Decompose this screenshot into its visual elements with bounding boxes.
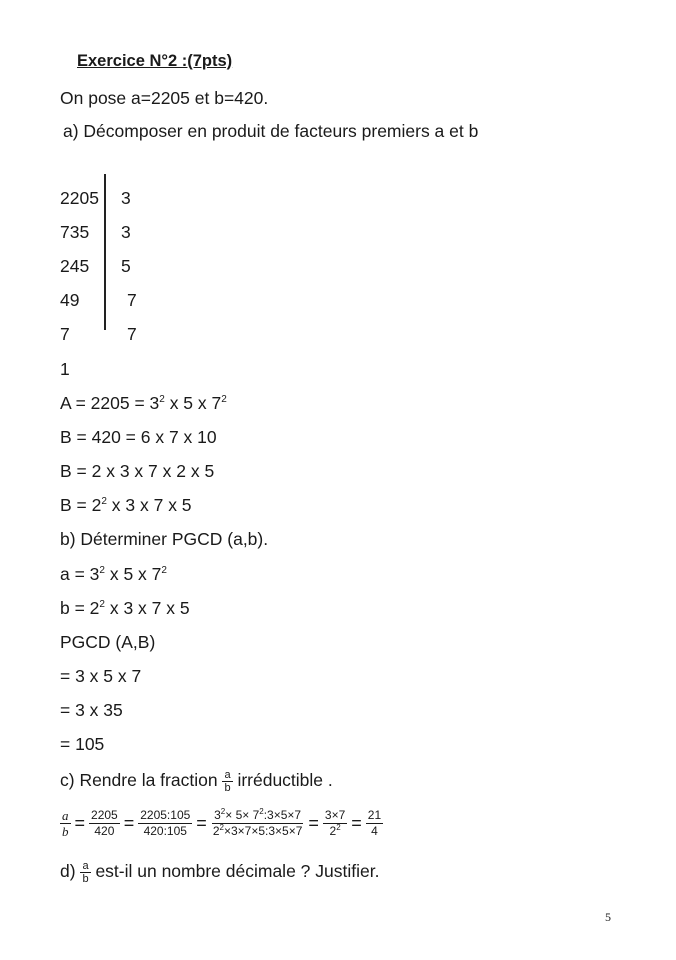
B3-base: B = 2: [60, 495, 102, 515]
chain-fraction-6: $\frac{21}{4}$: [367, 808, 382, 838]
intro-text: On pose a=2205 et b=420.: [60, 88, 269, 108]
page-number: 5: [605, 910, 611, 924]
exercise-title: Exercice N°2 :(7pts): [77, 52, 233, 70]
A-base: A = 2205 = 3: [60, 393, 160, 413]
b-decomposition: [60, 597, 190, 619]
A-decomposition: [60, 392, 227, 414]
divisor-3: 5: [121, 256, 131, 276]
divisor-1: 3: [121, 188, 131, 208]
division-vertical-line: [104, 174, 106, 330]
chain-fraction-4: $\frac{3^2\times 5\times 7^2:3\times 5\times 7}{2^2\times 3\times 7\times 5:3\times 5\times 7}$: [212, 807, 303, 838]
part-d-question: [60, 857, 379, 885]
b-post: x 3 x 7 x 5: [104, 598, 190, 618]
part-c-post: irréductible .: [237, 770, 333, 790]
a-exp-2: 2: [161, 565, 167, 576]
A-mid: x 5 x 7: [164, 393, 222, 413]
chain-fraction-1: $\frac{a}{b}$: [62, 808, 69, 839]
equals-2: =: [123, 813, 135, 833]
a-base: a = 3: [60, 564, 100, 584]
chain-fraction-2: $\frac{2205}{420}$: [91, 808, 118, 838]
B-line-1: B = 420 = 6 x 7 x 10: [60, 427, 217, 447]
dividend-6: 1: [60, 359, 70, 379]
part-b-question: b) Déterminer PGCD (a,b).: [60, 529, 269, 549]
a-decomposition: [60, 563, 167, 585]
pgcd-result: = 105: [60, 734, 105, 754]
A-exp-1: 2: [159, 394, 165, 405]
dividend-5: 7: [60, 324, 70, 344]
part-c-pre: c) Rendre la fraction: [60, 770, 223, 790]
equals-1: =: [74, 813, 86, 833]
chain-fraction-5: $\frac{3\times 7}{2^2}$: [324, 808, 346, 838]
divisor-2: 3: [121, 222, 131, 242]
pgcd-step-2: = 3 x 35: [60, 700, 123, 720]
pgcd-step-1: = 3 x 5 x 7: [60, 666, 142, 686]
A-exp-2: 2: [221, 394, 227, 405]
fraction-a-over-b: $\frac{a}{b}$: [224, 768, 231, 794]
part-c-question: [60, 766, 333, 794]
B-line-2: B = 2 x 3 x 7 x 2 x 5: [60, 461, 215, 481]
dividend-2: 735: [60, 222, 90, 242]
part-a-question: a) Décomposer en produit de facteurs premiers a et b: [63, 121, 479, 141]
dividend-4: 49: [60, 290, 80, 310]
a-exp-1: 2: [99, 565, 105, 576]
equals-5: =: [351, 813, 362, 833]
B3-post: x 3 x 7 x 5: [106, 495, 192, 515]
divisor-5: 7: [127, 324, 137, 344]
dividend-3: 245: [60, 256, 90, 276]
part-d-pre: d): [60, 861, 81, 881]
equals-4: =: [308, 813, 319, 833]
part-d-post: est-il un nombre décimale ? Justifier.: [95, 861, 380, 881]
a-mid: x 5 x 7: [104, 564, 162, 584]
fraction-a-over-b-d: $\frac{a}{b}$: [82, 859, 89, 885]
B3-exp: 2: [101, 496, 107, 507]
dividend-1: 2205: [60, 188, 99, 208]
b-base: b = 2: [60, 598, 100, 618]
pgcd-label: PGCD (A,B): [60, 632, 156, 652]
chain-fraction-3: $\frac{2205:105}{420:105}$: [140, 808, 191, 838]
b-exp: 2: [99, 599, 105, 610]
fraction-simplification-chain: [60, 808, 383, 839]
B-line-3: [60, 494, 192, 516]
equals-3: =: [196, 813, 207, 833]
divisor-4: 7: [127, 290, 137, 310]
